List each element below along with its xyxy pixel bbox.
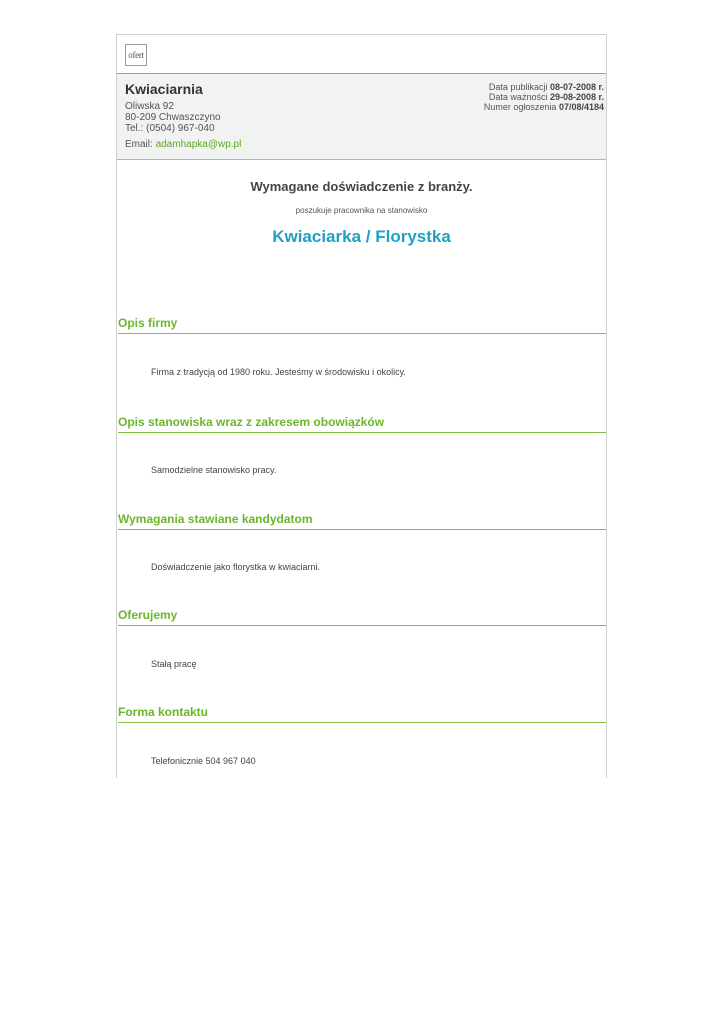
company-email-line (125, 139, 241, 150)
experience-required: Wymagane doświadczenie z branży. (250, 179, 473, 194)
published-date: 08-07-2008 r. (549, 82, 604, 92)
email-link[interactable]: adamhapka@wp.pl (155, 139, 242, 150)
company-phone: Tel.: (0504) 967-040 (125, 123, 215, 134)
logo-bar (117, 35, 606, 74)
company-header (117, 74, 606, 160)
email-label: Email: (125, 139, 156, 150)
offer-number: 07/08/4184 (558, 102, 604, 112)
company-city: 80-209 Chwaszczyno (125, 112, 221, 123)
section-body-contact: Telefonicznie 504 967 040 (151, 756, 256, 766)
company-street: Oliwska 92 (125, 101, 174, 112)
section-title-position-description: Opis stanowiska wraz z zakresem obowiązków (118, 415, 606, 433)
company-name: Kwiaciarnia (125, 81, 203, 97)
published-date-row (484, 82, 604, 92)
section-title-requirements: Wymagania stawiane kandydatom (118, 512, 606, 530)
section-body-offer: Stałą pracę (151, 659, 197, 669)
logo: ofert (125, 44, 147, 66)
valid-date: 29-08-2008 r. (549, 92, 604, 102)
section-title-contact: Forma kontaktu (118, 705, 606, 723)
offer-number-label: Numer ogłoszenia (483, 102, 559, 112)
section-body-requirements: Doświadczenie jako florystka w kwiaciarni. (151, 562, 321, 572)
published-label: Data publikacji (488, 82, 550, 92)
section-body-position-description: Samodzielne stanowisko pracy. (151, 465, 277, 475)
position-title: Kwiaciarka / Florystka (272, 227, 451, 246)
offer-meta (484, 82, 604, 112)
seeking-text: poszukuje pracownika na stanowisko (295, 206, 428, 215)
valid-date-row (484, 92, 604, 102)
section-body-company-description: Firma z tradycją od 1980 roku. Jesteśmy w środowisku i okolicy. (151, 367, 406, 377)
section-title-offer: Oferujemy (118, 608, 606, 626)
offer-number-row (484, 102, 604, 112)
job-offer-page (116, 34, 607, 778)
section-title-company-description: Opis firmy (118, 316, 606, 334)
valid-label: Data ważności (488, 92, 550, 102)
